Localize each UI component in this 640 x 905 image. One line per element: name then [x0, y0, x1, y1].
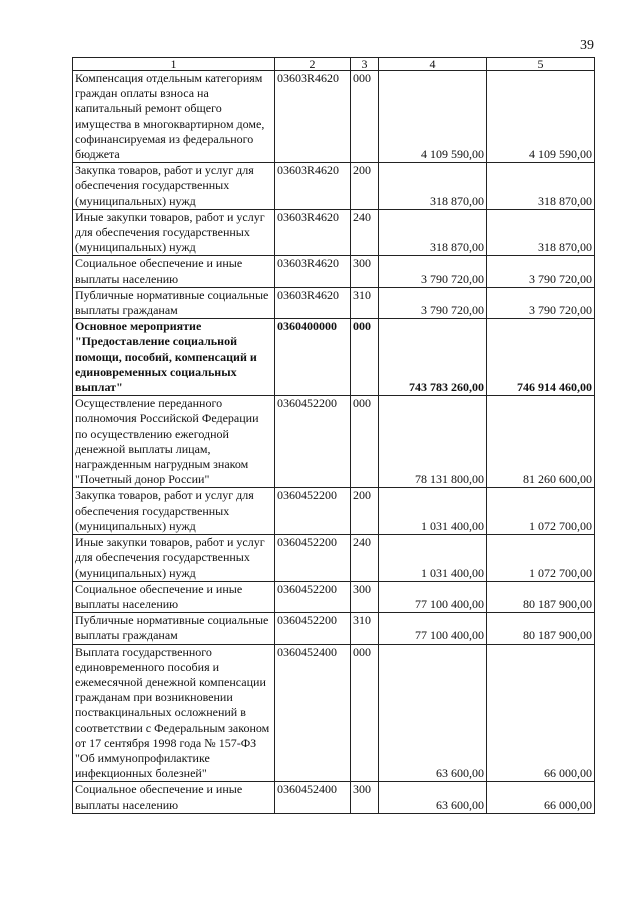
row-value-2024-cell: 1 072 700,00: [487, 535, 595, 582]
row-value-2024-cell: 3 790 720,00: [487, 256, 595, 287]
row-value-2024-cell: 318 870,00: [487, 209, 595, 256]
table-row: [73, 581, 595, 612]
row-code-cell: 03603R4620: [275, 256, 351, 287]
row-type-cell: 000: [351, 71, 379, 163]
row-code-cell: 0360452200: [275, 488, 351, 535]
row-name-cell: Компенсация отдельным категориям граждан оплаты взноса на капитальный ремонт общего имущества в многоквартирном доме, софинансируемая из федерального бюджета: [73, 71, 275, 163]
row-name-cell: Закупка товаров, работ и услуг для обеспечения государственных (муниципальных) нужд: [73, 488, 275, 535]
row-name-cell: Социальное обеспечение и иные выплаты населению: [73, 256, 275, 287]
row-value-2023-cell: 77 100 400,00: [379, 613, 487, 644]
table-row: [73, 71, 595, 163]
page-number: 39: [580, 38, 594, 53]
row-name-cell: Публичные нормативные социальные выплаты гражданам: [73, 287, 275, 318]
row-type-cell: 200: [351, 163, 379, 210]
row-type-cell: 300: [351, 782, 379, 813]
row-name-cell: Социальное обеспечение и иные выплаты населению: [73, 581, 275, 612]
row-value-2024-cell: 318 870,00: [487, 163, 595, 210]
header-row: [73, 58, 595, 71]
row-name-cell: Иные закупки товаров, работ и услуг для обеспечения государственных (муниципальных) нужд: [73, 209, 275, 256]
row-value-2023-cell: 3 790 720,00: [379, 287, 487, 318]
table-row: [73, 535, 595, 582]
row-value-2024-cell: 1 072 700,00: [487, 488, 595, 535]
row-value-2023-cell: 4 109 590,00: [379, 71, 487, 163]
row-value-2023-cell: 78 131 800,00: [379, 396, 487, 488]
row-type-cell: 000: [351, 396, 379, 488]
row-name-cell: Осуществление переданного полномочия Российской Федерации по осуществлению ежегодной денежной выплаты лицам, награжденным нагрудным знаком "Почетный донор России": [73, 396, 275, 488]
table-row: [73, 319, 595, 396]
header-col-4: 4: [379, 58, 487, 71]
table-row: [73, 163, 595, 210]
table-row: [73, 209, 595, 256]
table-row: [73, 287, 595, 318]
row-value-2023-cell: 3 790 720,00: [379, 256, 487, 287]
row-value-2023-cell: 1 031 400,00: [379, 535, 487, 582]
row-code-cell: 0360452200: [275, 535, 351, 582]
table-row: [73, 613, 595, 644]
table-row: [73, 488, 595, 535]
budget-table: [72, 57, 595, 814]
row-name-cell: Социальное обеспечение и иные выплаты населению: [73, 782, 275, 813]
table-row: [73, 644, 595, 782]
row-name-cell: Основное мероприятие "Предоставление социальной помощи, пособий, компенсаций и единовременных социальных выплат": [73, 319, 275, 396]
row-name-cell: Выплата государственного единовременного пособия и ежемесячной денежной компенсации гражданам при возникновении поствакцинальных осложнений в соответствии с Федеральным законом от 17 сентября 1998 года № 157-ФЗ "Об иммунопрофилактике инфекционных болезней": [73, 644, 275, 782]
row-type-cell: 000: [351, 644, 379, 782]
row-code-cell: 0360452200: [275, 613, 351, 644]
row-code-cell: 0360400000: [275, 319, 351, 396]
row-value-2023-cell: 743 783 260,00: [379, 319, 487, 396]
row-name-cell: Иные закупки товаров, работ и услуг для обеспечения государственных (муниципальных) нужд: [73, 535, 275, 582]
row-value-2023-cell: 77 100 400,00: [379, 581, 487, 612]
header-col-3: 3: [351, 58, 379, 71]
header-col-1: 1: [73, 58, 275, 71]
table-row: [73, 396, 595, 488]
row-type-cell: 310: [351, 287, 379, 318]
row-type-cell: 300: [351, 581, 379, 612]
row-value-2024-cell: 80 187 900,00: [487, 613, 595, 644]
row-code-cell: 0360452400: [275, 644, 351, 782]
row-value-2023-cell: 318 870,00: [379, 209, 487, 256]
row-type-cell: 240: [351, 209, 379, 256]
row-code-cell: 03603R4620: [275, 163, 351, 210]
row-value-2023-cell: 1 031 400,00: [379, 488, 487, 535]
row-type-cell: 200: [351, 488, 379, 535]
table-row: [73, 256, 595, 287]
row-value-2024-cell: 4 109 590,00: [487, 71, 595, 163]
row-type-cell: 240: [351, 535, 379, 582]
row-value-2023-cell: 63 600,00: [379, 782, 487, 813]
row-type-cell: 000: [351, 319, 379, 396]
row-type-cell: 300: [351, 256, 379, 287]
row-code-cell: 03603R4620: [275, 71, 351, 163]
row-code-cell: 03603R4620: [275, 287, 351, 318]
row-code-cell: 0360452200: [275, 396, 351, 488]
header-col-5: 5: [487, 58, 595, 71]
row-value-2024-cell: 81 260 600,00: [487, 396, 595, 488]
row-value-2024-cell: 66 000,00: [487, 782, 595, 813]
table-row: [73, 782, 595, 813]
row-type-cell: 310: [351, 613, 379, 644]
row-code-cell: 0360452400: [275, 782, 351, 813]
header-col-2: 2: [275, 58, 351, 71]
row-name-cell: Публичные нормативные социальные выплаты гражданам: [73, 613, 275, 644]
row-code-cell: 03603R4620: [275, 209, 351, 256]
row-code-cell: 0360452200: [275, 581, 351, 612]
row-value-2024-cell: 80 187 900,00: [487, 581, 595, 612]
row-value-2023-cell: 63 600,00: [379, 644, 487, 782]
row-value-2023-cell: 318 870,00: [379, 163, 487, 210]
row-value-2024-cell: 3 790 720,00: [487, 287, 595, 318]
row-value-2024-cell: 66 000,00: [487, 644, 595, 782]
row-value-2024-cell: 746 914 460,00: [487, 319, 595, 396]
row-name-cell: Закупка товаров, работ и услуг для обеспечения государственных (муниципальных) нужд: [73, 163, 275, 210]
